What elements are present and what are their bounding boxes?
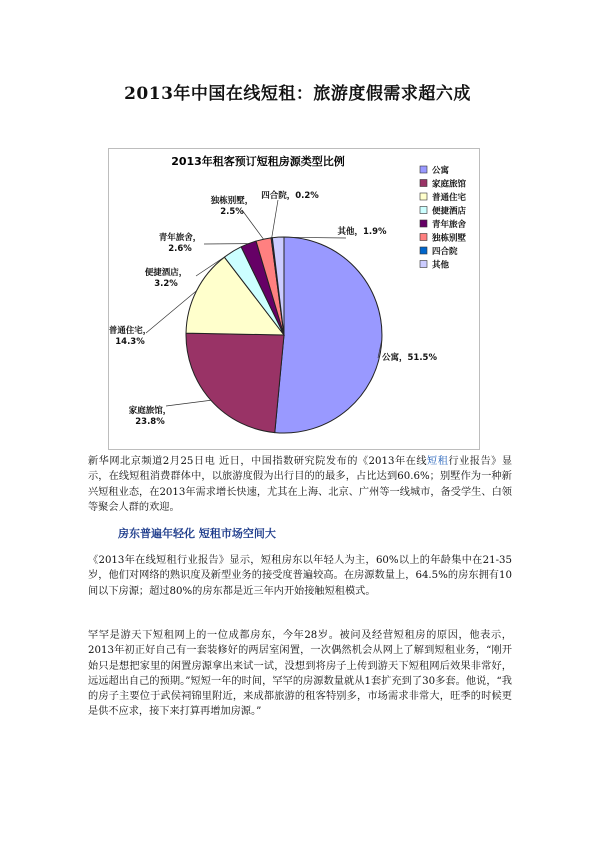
pie-chart bbox=[108, 148, 480, 450]
pie-chart-svg bbox=[108, 148, 480, 450]
legend-swatch-2 bbox=[420, 180, 427, 187]
slice-label-8: 其他，1.9% bbox=[337, 227, 387, 237]
slice-label-4: 便捷酒店， 3.2% bbox=[144, 268, 188, 289]
section-subheading: 房东普遍年轻化 短租市场空间大 bbox=[118, 527, 276, 540]
intro-text-start: 新华网北京频道2月25日电 近日，中国指数研究院发布的《2013年在线 bbox=[88, 456, 428, 467]
legend-label-6: 独栋别墅 bbox=[432, 233, 467, 244]
legend-swatch-8 bbox=[420, 261, 427, 268]
slice-label-2: 家庭旅馆， 23.8% bbox=[128, 406, 172, 427]
slice-label-3: 普通住宅， 14.3% bbox=[108, 326, 152, 347]
intro-text-end: 行业报告》显示，在线短租消费群体中，以旅游度假为出行目的的最多，占比达到60.6%；别墅作为一种新兴短租业态，在2013年需求增长快速，尤其在上海、北京、广州等一线城市，备受学生、白领等聚会人群的欢迎。 bbox=[88, 456, 513, 513]
legend-label-8: 其他 bbox=[432, 260, 450, 271]
page-title: 2013年中国在线短租：旅游度假需求超六成 bbox=[124, 84, 471, 104]
legend-swatch-4 bbox=[420, 207, 427, 214]
chart-title: 2013年租客预订短租房源类型比例 bbox=[171, 155, 345, 168]
intro-paragraph bbox=[88, 454, 512, 515]
legend-label-7: 四合院 bbox=[432, 247, 458, 257]
slice-label-1: 公寓，51.5% bbox=[382, 353, 437, 363]
slice-label-7: 四合院，0.2% bbox=[261, 191, 319, 201]
report-paragraph: 《2013年在线短租行业报告》显示，短租房东以年轻人为主，60%以上的年龄集中在21-35岁，他们对网络的熟识度及新型业务的接受度普遍较高。在房源数量上，64.5%的房东拥有10间以下房源；超过80%的房东都是近三年内开始接触短租模式。 bbox=[88, 555, 512, 597]
slice-label-5: 青年旅舍， 2.6% bbox=[158, 233, 202, 254]
slice-label-6: 独栋别墅， 2.5% bbox=[210, 196, 254, 217]
legend-swatch-5 bbox=[420, 220, 427, 227]
legend-label-3: 普通住宅 bbox=[432, 193, 467, 203]
legend-label-5: 青年旅舍 bbox=[432, 220, 467, 230]
legend-swatch-7 bbox=[420, 247, 427, 254]
legend-label-2: 家庭旅馆 bbox=[432, 179, 467, 190]
legend-label-1: 公寓 bbox=[432, 166, 450, 176]
legend-swatch-1 bbox=[420, 166, 427, 173]
landlord-story-paragraph: 罕罕是游天下短租网上的一位成都房东，今年28岁。被问及经营短租房的原因，他表示，2013年初正好自己有一套装修好的两居室闲置，一次偶然机会从网上了解到短租业务，“刚开始只是想把家里的闲置房源拿出来试一试，没想到将房子上传到游天下短租网后效果非常好，远远超出自己的预期。”短短一年的时间，罕罕的房源数量就从1套扩充到了30多套。他说，“我的房子主要位于武侯祠锦里附近，来成都旅游的租客特别多，市场需求非常大，旺季的时候更是供不应求，接下来打算再增加房源。” bbox=[88, 630, 512, 718]
legend-swatch-6 bbox=[420, 234, 427, 241]
link-duanzu[interactable]: 短租 bbox=[427, 456, 449, 467]
legend-label-4: 便捷酒店 bbox=[432, 206, 467, 217]
legend-swatch-3 bbox=[420, 193, 427, 200]
